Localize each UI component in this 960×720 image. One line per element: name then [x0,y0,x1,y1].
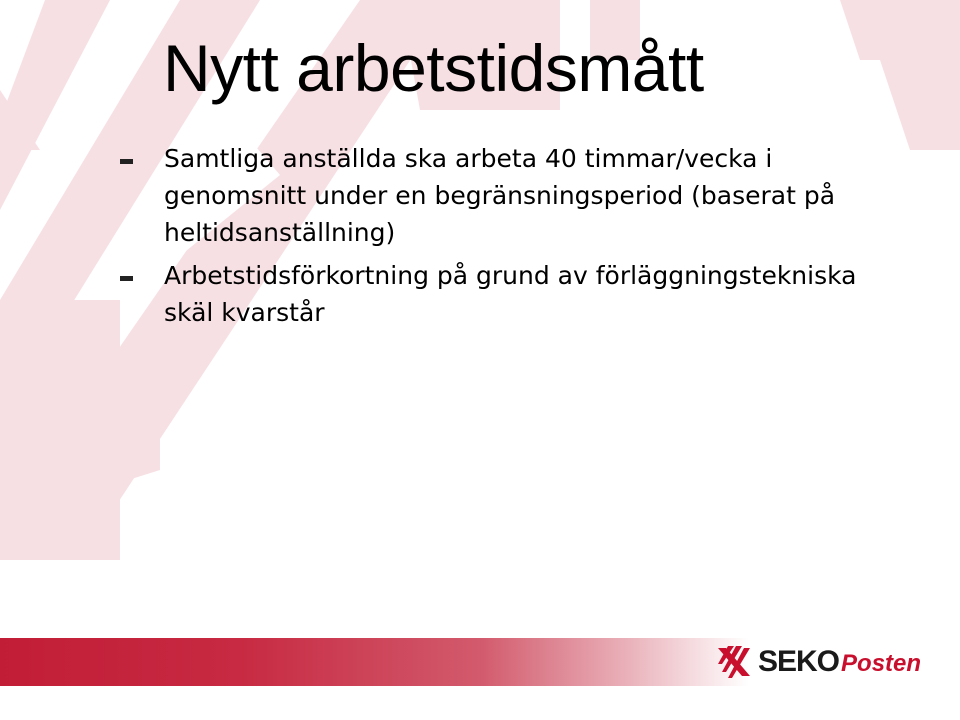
bullet-item [120,140,860,251]
dash-bullet-icon [120,159,133,164]
seko-cross-mark-icon [714,642,754,682]
seko-posten-logo [714,642,921,682]
logo-seko-text: SEKO [758,645,840,678]
bullet-text: Samtliga anställda ska arbeta 40 timmar/vecka i genomsnitt under en begränsningsperiod (baserat på heltidsanställning) [164,144,836,247]
dash-bullet-icon [120,276,133,281]
bullet-list [120,140,860,337]
slide-title: Nytt arbetstidsmått [163,31,704,105]
logo-posten-text: Posten [841,650,922,677]
bullet-item [120,257,860,331]
bullet-text: Arbetstidsförkortning på grund av förläggningstekniska skäl kvarstår [164,261,857,327]
